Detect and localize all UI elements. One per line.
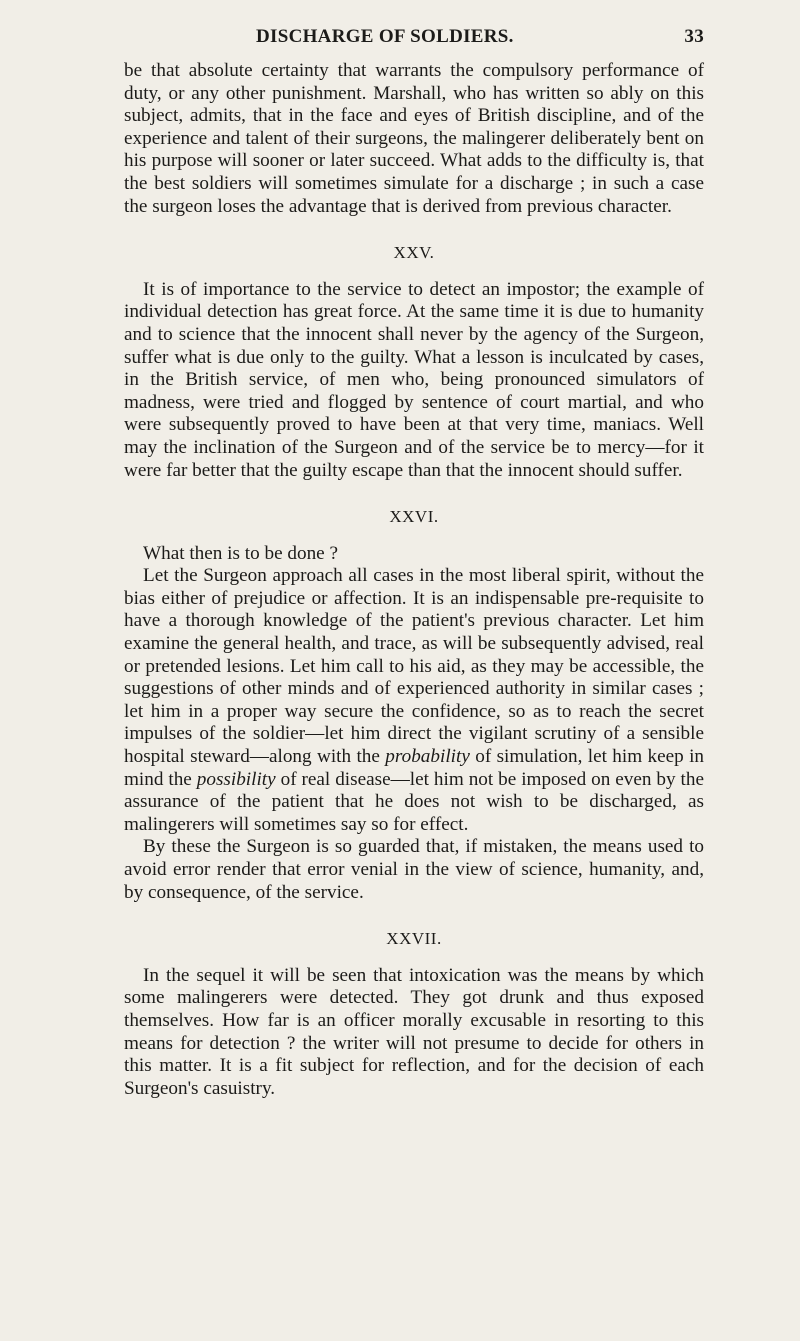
section-xxvi-question: What then is to be done ? (143, 542, 339, 564)
opening-paragraph: be that absolute certainty that warrants the compulsory performance of duty, or any other punishment. Marshall, who has written so ably on this subject, admits, that in the face and eyes of British discipline, and of the experience and talent of their surgeons, the malingerer deliberately bent on his purpose will sooner or later succeed. What adds to the difficulty is, that the best soldiers will sometimes simulate for a discharge ; in such a case the surgeon loses the advantage that is derived from previous character. (124, 60, 704, 217)
section-xxvi-text-part3: of real disease—let him not be imposed on even by the assurance of the patient that he does not wish to be discharged, as malingerers will sometimes say so for effect. (124, 768, 705, 835)
section-heading-xxv: XXV. (393, 243, 435, 263)
section-xxvi-text-part1: Let the Surgeon approach all cases in the most liberal spirit, without the bias either of prejudice or affection. It is an indispensable pre-requisite to have a thorough knowledge of the patient's previous character. Let him examine the general health, and trace, as will be subsequently advised, real or pretended lesions. Let him call to his aid, as they may be accessible, the suggestions of other minds and of experienced authority in similar cases ; let him in a proper way secure the confidence, so as to reach the secret impulses of the soldier—let him direct the vigilant scrutiny of a sensible hospital steward—along with the (124, 565, 704, 768)
book-page (124, 26, 704, 1100)
section-xxvi-paragraph-2: By these the Surgeon is so guarded that, if mistaken, the means used to avoid error render that error venial in the view of science, humanity, and, by consequence, of the service. (124, 836, 704, 903)
probability-emphasis: probability (385, 746, 470, 768)
possibility-emphasis: possibility (196, 768, 276, 790)
section-xxvi-text-part2: of simulation, let him keep in mind the (124, 746, 705, 790)
running-head (124, 26, 704, 60)
body-text (124, 60, 704, 1100)
page-number: 33 (684, 26, 704, 47)
section-heading-xxvii: XXVII. (386, 929, 442, 949)
running-title: DISCHARGE OF SOLDIERS. (256, 26, 514, 47)
section-xxv-paragraph: It is of importance to the service to detect an impostor; the example of individual detection has great force. At the same time it is due to humanity and to science that the innocent shall never by the agency of the Surgeon, suffer what is due only to the guilty. What a lesson is inculcated by cases, in the British service, of men who, being pronounced simulators of madness, were tried and flogged by sentence of court martial, and who were subsequently proved to have been at that very time, maniacs. Well may the inclination of the Surgeon and of the service be to mercy—for it were far better that the guilty escape than that the innocent should suffer. (124, 278, 704, 481)
section-heading-xxvi: XXVI. (389, 507, 439, 527)
section-xxvii-paragraph: In the sequel it will be seen that intoxication was the means by which some malingerers were detected. They got drunk and thus exposed themselves. How far is an officer morally excusable in resorting to this means for detection ? the writer will not presume to decide for others in this matter. It is a fit subject for reflection, and for the decision of each Surgeon's casuistry. (124, 964, 704, 1099)
section-xxvi-paragraph (124, 565, 704, 836)
